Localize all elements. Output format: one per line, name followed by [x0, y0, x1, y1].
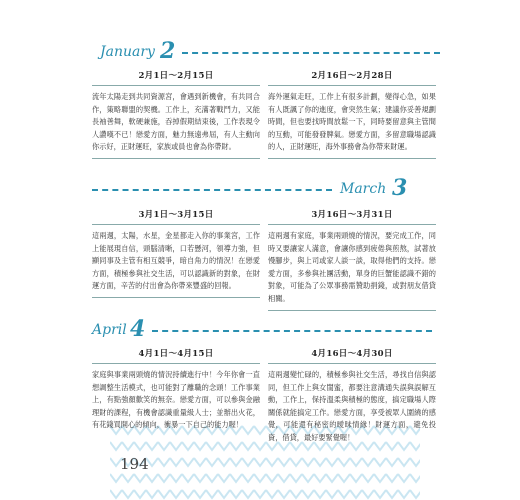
- chevron-stitch: [254, 458, 266, 466]
- period-text: 流年太陽走到共同資源宮，會遇到新機會，有共同合作，策略聯盟的契機。工作上，充滿著戰鬥力，又能長袖善舞，軟硬兼施，吞掉假期結束後，工作表現令人讚嘆不已！戀愛方面，魅力無遠弗屆，有人主動向你示好，正財運旺，家族或員也會為你帶財。: [92, 92, 260, 152]
- chevron-stitch: [362, 458, 374, 466]
- chevron-stitch: [218, 458, 230, 466]
- month-number: 4: [130, 316, 146, 342]
- chevron-stitch: [362, 490, 374, 498]
- chevron-stitch: [230, 442, 242, 450]
- chevron-stitch: [278, 474, 290, 482]
- chevron-stitch: [290, 458, 302, 466]
- chevron-stitch: [374, 490, 386, 498]
- period-entry: [268, 69, 436, 164]
- chevron-stitch: [278, 490, 290, 498]
- chevron-stitch: [398, 458, 410, 466]
- chevron-stitch: [314, 474, 326, 482]
- chevron-stitch: [362, 474, 374, 482]
- month-title: April: [92, 322, 127, 338]
- chevron-stitch: [266, 458, 278, 466]
- chevron-stitch: [158, 490, 170, 498]
- dashed-divider: [182, 52, 440, 54]
- month-header-march: [92, 175, 432, 201]
- rule-bottom: [92, 158, 260, 159]
- chevron-stitch: [302, 474, 314, 482]
- chevron-stitch: [206, 458, 218, 466]
- chevron-stitch: [398, 474, 410, 482]
- rule-top: [268, 224, 436, 225]
- chevron-stitch: [230, 490, 242, 498]
- period-date: 3月16日～3月31日: [311, 210, 393, 220]
- chevron-stitch: [278, 458, 290, 466]
- period-entry: [268, 208, 436, 316]
- period-date: 2月1日～2月15日: [138, 71, 214, 81]
- chevron-stitch: [110, 490, 122, 498]
- chevron-stitch: [254, 474, 266, 482]
- chevron-stitch: [338, 458, 350, 466]
- chevron-stitch: [218, 474, 230, 482]
- chevron-stitch: [134, 442, 146, 450]
- period-date: 3月1日～3月15日: [138, 210, 214, 220]
- chevron-stitch: [146, 490, 158, 498]
- rule-top: [92, 85, 260, 86]
- chevron-stitch: [230, 474, 242, 482]
- period-text: 這兩週變忙碌的，積極參與社交生活，尋找自信與認同，但工作上與女閨蜜，都要注意溝通失誤與誤解互動，工作上，保持溫柔與積極的態度，搞定職場人際關係就能搞定工作。戀愛方面，享受被眾人圍繞的感覺，可能還有秘密的曖昧情緣！財運方面，避免投資，借貸，最好要緊覺喔！: [268, 370, 436, 442]
- chevron-stitch: [218, 442, 230, 450]
- chevron-stitch: [110, 442, 122, 450]
- chevron-stitch: [194, 442, 206, 450]
- chevron-stitch: [242, 442, 254, 450]
- month-number: 2: [160, 38, 176, 64]
- period-date: 2月16日～2月28日: [311, 71, 393, 81]
- chevron-stitch: [122, 474, 134, 482]
- chevron-stitch: [386, 474, 398, 482]
- period-date: 4月16日～4月30日: [311, 349, 393, 359]
- period-entry: [92, 208, 260, 303]
- chevron-stitch: [194, 474, 206, 482]
- rule-bottom: [268, 158, 436, 159]
- chevron-stitch: [350, 474, 362, 482]
- chevron-stitch: [170, 474, 182, 482]
- month-header-april: [92, 316, 432, 342]
- chevron-stitch: [182, 442, 194, 450]
- month-title: March: [340, 181, 387, 197]
- chevron-stitch: [386, 458, 398, 466]
- chevron-stitch: [170, 490, 182, 498]
- chevron-stitch: [218, 490, 230, 498]
- chevron-stitch: [326, 458, 338, 466]
- chevron-stitch: [326, 474, 338, 482]
- chevron-stitch: [338, 490, 350, 498]
- chevron-stitch: [410, 490, 420, 498]
- chevron-stitch: [230, 458, 242, 466]
- chevron-stitch: [410, 474, 420, 482]
- chevron-stitch: [302, 490, 314, 498]
- period-entry: [92, 347, 260, 432]
- dashed-divider: [92, 189, 332, 191]
- period-entry: [92, 69, 260, 164]
- chevron-stitch: [170, 442, 182, 450]
- chevron-stitch: [182, 474, 194, 482]
- period-text: 這兩週，太陽，水星，金星都走入你的事業宮，工作上能展現自信，頭腦清晰，口若懸河，領導力強，但顯同事及主管有相互競爭，暗自角力的情況！在戀愛方面，積極參與社交生活，可以認識新的對象，在財運方面，辛苦的付出會為你帶來豐盛的回報。: [92, 231, 260, 291]
- chevron-stitch: [242, 490, 254, 498]
- chevron-stitch: [266, 474, 278, 482]
- rule-top: [268, 363, 436, 364]
- chevron-stitch: [374, 458, 386, 466]
- rule-top: [92, 363, 260, 364]
- chevron-stitch: [242, 458, 254, 466]
- chevron-stitch: [182, 458, 194, 466]
- chevron-stitch: [110, 474, 122, 482]
- chevron-stitch: [194, 490, 206, 498]
- chevron-stitch: [350, 490, 362, 498]
- chevron-stitch: [158, 458, 170, 466]
- dashed-divider: [152, 330, 432, 332]
- chevron-stitch: [302, 458, 314, 466]
- period-date: 4月1日～4月15日: [138, 349, 214, 359]
- period-text: 這兩週有家庭，事業兩頭燒的情況，要完成工作，同時又要讓家人滿意，會讓你感到疲倦與煎熬，試著放慢腳步，與上司或家人談一談，取得他們的支持。戀愛方面，多參與社團活動，單身的巨蟹能認識不錯的對象，可能為了公眾事務需贊助捐錢，或對朋友借貸相關。: [268, 231, 436, 303]
- chevron-stitch: [122, 442, 134, 450]
- chevron-stitch: [254, 442, 266, 450]
- chevron-stitch: [158, 474, 170, 482]
- month-number: 3: [392, 175, 408, 201]
- chevron-stitch: [410, 458, 420, 466]
- chevron-stitch: [338, 474, 350, 482]
- chevron-stitch: [254, 490, 266, 498]
- chevron-stitch: [290, 490, 302, 498]
- chevron-stitch: [158, 442, 170, 450]
- rule-bottom: [268, 310, 436, 311]
- chevron-stitch: [134, 490, 146, 498]
- period-text: 海外運氣走旺，工作上有很多計劃，變得心急，如果有人既諷了你的進度，會突然生氣；建議你妥善規劃時間，但也要找時間放鬆一下，同時要留意與主管間的互動，可能發發脾氣。戀愛方面，多留意職場認識的人，正財運旺，海外事務會為你帶來財運。: [268, 92, 436, 152]
- chevron-stitch: [374, 474, 386, 482]
- chevron-stitch: [146, 442, 158, 450]
- chevron-stitch: [170, 458, 182, 466]
- chevron-stitch: [134, 474, 146, 482]
- chevron-stitch: [242, 474, 254, 482]
- chevron-stitch: [350, 458, 362, 466]
- chevron-stitch: [206, 474, 218, 482]
- month-header-january: [100, 38, 440, 64]
- rule-top: [92, 224, 260, 225]
- chevron-stitch: [386, 490, 398, 498]
- chevron-stitch: [290, 474, 302, 482]
- rule-top: [268, 85, 436, 86]
- chevron-stitch: [326, 490, 338, 498]
- chevron-stitch: [206, 442, 218, 450]
- chevron-stitch: [266, 490, 278, 498]
- rule-bottom: [92, 297, 260, 298]
- chevron-stitch: [398, 490, 410, 498]
- chevron-stitch: [146, 474, 158, 482]
- chevron-stitch: [314, 490, 326, 498]
- chevron-stitch: [206, 490, 218, 498]
- page-number: 194: [120, 455, 149, 473]
- period-entry: [268, 347, 436, 445]
- chevron-stitch: [122, 490, 134, 498]
- period-text: 家庭與事業兩頭燒的情況持續進行中！今年你會一直想調整生活模式，也可能對了離職的念頭！工作事業上，有點強顏歡笑的無奈。戀愛方面，可以參與金融理財的課程，有機會認識重量級人士；並辦出火花，有花錢買開心的傾向，衝暴一下自己的能力喔！: [92, 370, 260, 430]
- month-title: January: [100, 44, 155, 60]
- chevron-stitch: [314, 458, 326, 466]
- chevron-stitch: [182, 490, 194, 498]
- chevron-stitch: [194, 458, 206, 466]
